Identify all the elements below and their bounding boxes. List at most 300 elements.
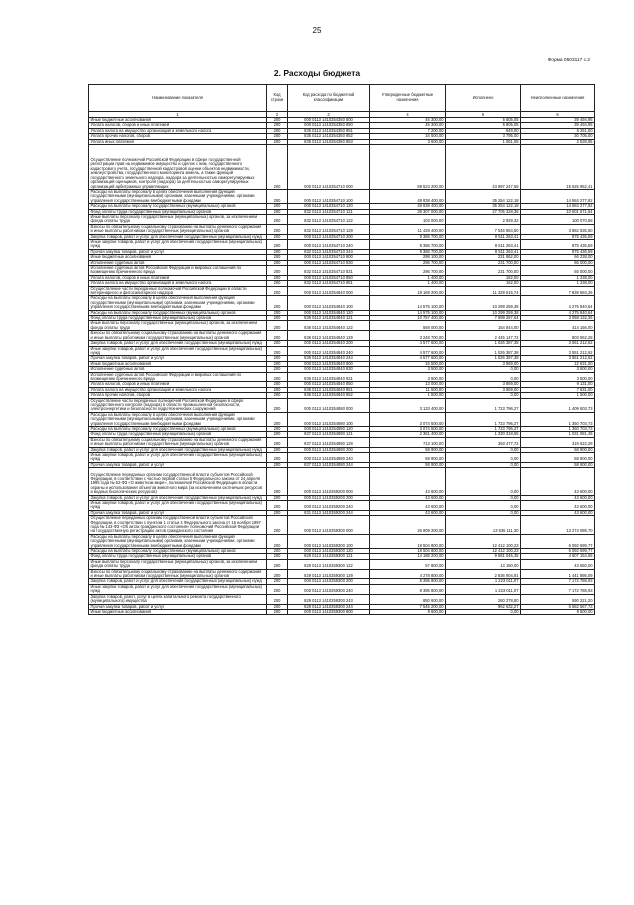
row-line-code: 200 — [267, 534, 288, 548]
row-executed: 2 929,32 — [446, 214, 521, 224]
row-unexecuted: 7 839 684,26 — [521, 286, 595, 296]
row-classification-code: 000 0113 1410354710 120 — [288, 204, 370, 209]
row-executed: 162,00 — [446, 281, 521, 286]
row-line-code: 200 — [267, 432, 288, 437]
row-name: Иные закупки товаров, работ и услуг для обеспечения государственных (муниципальных) нужд — [89, 346, 267, 356]
row-name: Уплата налогов, сборов и иных платежей — [89, 275, 267, 280]
row-line-code: 200 — [267, 453, 288, 463]
row-executed: 11 329 515,74 — [446, 286, 521, 296]
row-unexecuted: 3 882 535,50 — [521, 224, 595, 234]
row-executed: 14 150,00 — [446, 559, 521, 569]
table-row — [89, 437, 595, 447]
row-approved: 7 200,00 — [370, 128, 446, 133]
row-unexecuted: 4 275 840,64 — [521, 310, 595, 315]
row-approved: 58 900,00 — [370, 462, 446, 467]
row-classification-code: 000 0113 1410354710 800 — [288, 255, 370, 260]
row-classification-code: 836 0113 1410354840 121 — [288, 316, 370, 321]
row-executed: 43 997 247,59 — [446, 145, 521, 190]
row-executed: 0,00 — [446, 367, 521, 372]
row-unexecuted: 1 238,00 — [521, 275, 595, 280]
row-name: Осуществление части переданных полномочий Российской Федерации в сфере государственного контроля (надзора) в области промышленной безопасности, электроэнергетики и безопасности гидротехнических сооружений — [89, 398, 267, 412]
row-name: Иные закупки товаров, работ и услуг для обеспечения государственных (муниципальных) нужд — [89, 239, 267, 249]
row-line-code: 200 — [267, 437, 288, 447]
row-line-code: 200 — [267, 134, 288, 139]
row-unexecuted: 10 601 671,64 — [521, 209, 595, 214]
row-unexecuted: 3 551 212,62 — [521, 346, 595, 356]
row-unexecuted: 7 172 788,93 — [521, 579, 595, 584]
row-classification-code: 000 0113 1410354350 800 — [288, 118, 370, 123]
row-approved: 296 700,00 — [370, 266, 446, 276]
row-classification-code: 832 0113 1410354710 831 — [288, 266, 370, 276]
row-classification-code: 000 0113 1410354710 240 — [288, 239, 370, 249]
row-approved: 1 500,00 — [370, 393, 446, 398]
row-line-code: 200 — [267, 341, 288, 346]
row-executed: 3 869,00 — [446, 382, 521, 387]
row-name: Уплата налога на имущество организаций и земельного налога — [89, 128, 267, 133]
row-approved: 43 600,00 — [370, 500, 446, 510]
row-line-code: 200 — [267, 495, 288, 500]
row-executed: 3 869,00 — [446, 387, 521, 392]
row-executed: 35 254 122,18 — [446, 189, 521, 203]
row-classification-code: 832 0113 1410354710 851 — [288, 281, 370, 286]
table-row — [89, 468, 595, 495]
row-approved: 26 909 200,00 — [370, 516, 446, 535]
row-unexecuted: 1 500,00 — [521, 393, 595, 398]
row-classification-code: 000 0113 1410354840 830 — [288, 367, 370, 372]
row-unexecuted: 7 172 788,93 — [521, 584, 595, 594]
row-classification-code: 832 0113 1410354710 129 — [288, 224, 370, 234]
column-number: 4 — [370, 112, 446, 118]
row-name: Расходы на выплаты персоналу в целях обеспечения выполнения функций государственными (муниципальными) органами, казенными учреждениями, органами управления государственными внебюджетными фондами — [89, 412, 267, 426]
row-executed: 2 836 904,91 — [446, 569, 521, 579]
row-name: Иные бюджетные ассигнования — [89, 609, 267, 614]
row-approved: 298 100,00 — [370, 255, 446, 260]
row-approved: 850 600,00 — [370, 594, 446, 604]
table-row — [89, 372, 595, 382]
column-number: 3 — [288, 112, 370, 118]
column-number: 1 — [89, 112, 267, 118]
row-unexecuted: 14 584 277,82 — [521, 204, 595, 209]
section-title: 2. Расходы бюджета — [273, 68, 361, 78]
row-unexecuted: 3 551 212,62 — [521, 356, 595, 361]
row-line-code: 200 — [267, 516, 288, 535]
row-approved: 34 500,00 — [370, 134, 446, 139]
row-classification-code: 835 0113 1410354350 851 — [288, 128, 370, 133]
row-approved: 9 386 700,00 — [370, 239, 446, 249]
row-name: Иные закупки товаров, работ и услуг для обеспечения государственных (муниципальных) нужд — [89, 500, 267, 510]
row-approved: 4 577 600,00 — [370, 356, 446, 361]
row-unexecuted: 58 900,00 — [521, 462, 595, 467]
row-classification-code: 000 0113 1410359200 200 — [288, 495, 370, 500]
row-classification-code: 835 0113 1410354350 853 — [288, 139, 370, 144]
row-executed: 27 705 328,36 — [446, 209, 521, 214]
table-row — [89, 321, 595, 331]
row-executed: 3 869,00 — [446, 361, 521, 366]
row-name: Исполнение судебных актов Российской Федерации и мировых соглашений по возмещению причиненного вреда — [89, 266, 267, 276]
row-line-code: 200 — [267, 579, 288, 584]
row-unexecuted: 43 600,00 — [521, 468, 595, 495]
row-line-code: 200 — [267, 118, 288, 123]
row-classification-code: 836 0113 1410354840 831 — [288, 372, 370, 382]
row-classification-code: 000 0113 1410354890 120 — [288, 427, 370, 432]
table-row — [89, 214, 595, 224]
row-executed: 0,00 — [446, 510, 521, 515]
page-number: 25 — [312, 26, 322, 35]
row-approved: 1 400,00 — [370, 275, 446, 280]
row-name: Закупка товаров, работ и услуг для обеспечения государственных (муниципальных) нужд — [89, 447, 267, 452]
row-executed: 393 477,72 — [446, 437, 521, 447]
row-unexecuted: 65 000,00 — [521, 266, 595, 276]
row-executed: 12 412 100,23 — [446, 534, 521, 548]
row-line-code: 200 — [267, 214, 288, 224]
row-name: Иные бюджетные ассигнования — [89, 361, 267, 366]
row-classification-code: 000 0113 1410359300 240 — [288, 584, 370, 594]
row-executed: 1 026 387,38 — [446, 346, 521, 356]
row-unexecuted: 6 582 567,73 — [521, 604, 595, 609]
row-unexecuted: 66 238,00 — [521, 255, 595, 260]
row-classification-code: 832 0113 1410354710 122 — [288, 214, 370, 224]
header-approved: Утвержденные бюджетные назначения — [370, 85, 446, 112]
row-approved: 14 575 100,00 — [370, 296, 446, 310]
row-executed: 0,00 — [446, 393, 521, 398]
row-approved: 7 545 200,00 — [370, 604, 446, 609]
row-line-code: 200 — [267, 427, 288, 432]
row-unexecuted: 9 131,00 — [521, 382, 595, 387]
row-approved: 3 248 700,00 — [370, 331, 446, 341]
row-line-code: 200 — [267, 145, 288, 190]
row-executed: 8 511 263,41 — [446, 239, 521, 249]
row-unexecuted: 7 631,00 — [521, 387, 595, 392]
row-unexecuted: 6 092 699,77 — [521, 549, 595, 554]
row-executed: 162,00 — [446, 275, 521, 280]
row-approved: 49 838 400,00 — [370, 189, 446, 203]
row-unexecuted: 12 631,00 — [521, 361, 595, 366]
row-name: Иные выплаты персоналу государственных (муниципальных) органов, за исключением фонда оплаты труда — [89, 559, 267, 569]
row-classification-code: 000 0113 1410354840 000 — [288, 286, 370, 296]
row-approved: 8 395 800,00 — [370, 584, 446, 594]
table-row — [89, 275, 595, 280]
row-approved: 43 600,00 — [370, 468, 446, 495]
row-approved: 45 300,00 — [370, 118, 446, 123]
row-name: Взносы по обязательному социальному страхованию на выплаты денежного содержания и иные выплаты работникам государственных (муниципальных) органов — [89, 224, 267, 234]
row-name: Прочая закупка товаров, работ и услуг — [89, 249, 267, 254]
row-unexecuted: 3 500,00 — [521, 372, 595, 382]
row-classification-code: 000 0113 1410354710 850 — [288, 275, 370, 280]
row-approved: 3 600,00 — [370, 139, 446, 144]
row-executed: 231 700,00 — [446, 266, 521, 276]
row-line-code: 200 — [267, 321, 288, 331]
row-line-code: 200 — [267, 316, 288, 321]
header-line-code: Код строки — [267, 85, 288, 112]
row-approved: 9 386 700,00 — [370, 249, 446, 254]
row-classification-code: 836 0113 1410354840 244 — [288, 356, 370, 361]
row-unexecuted: 1 031 081,45 — [521, 432, 595, 437]
row-line-code: 200 — [267, 584, 288, 594]
row-classification-code: 000 0113 1410354890 100 — [288, 412, 370, 426]
row-approved: 4 577 600,00 — [370, 346, 446, 356]
row-classification-code: 837 0113 1410354890 121 — [288, 432, 370, 437]
row-line-code: 200 — [267, 209, 288, 214]
row-name: Уплата прочих налогов, сборов — [89, 393, 267, 398]
row-line-code: 200 — [267, 189, 288, 203]
form-label: Форма 0503117 с.2 — [547, 58, 590, 63]
row-executed: 962 632,27 — [446, 604, 521, 609]
table-row — [89, 412, 595, 426]
row-unexecuted: 2 538,95 — [521, 139, 595, 144]
table-row — [89, 296, 595, 310]
row-line-code: 200 — [267, 609, 288, 614]
row-classification-code: 000 0113 1410359300 800 — [288, 609, 370, 614]
table-row — [89, 447, 595, 452]
row-line-code: 200 — [267, 604, 288, 609]
column-number: 6 — [521, 112, 595, 118]
row-unexecuted: 1 409 603,73 — [521, 398, 595, 412]
row-line-code: 200 — [267, 372, 288, 382]
row-executed: 0,00 — [446, 609, 521, 614]
row-name: Иные выплаты персоналу государственных (муниципальных) органов, за исключением фонда оплаты труда — [89, 214, 267, 224]
row-unexecuted: 65 000,00 — [521, 260, 595, 265]
row-classification-code: 000 0113 1410354710 830 — [288, 260, 370, 265]
row-unexecuted: 1 350 703,73 — [521, 412, 595, 426]
row-name: Закупка товаров, работ и услуг для обеспечения государственных (муниципальных) нужд — [89, 579, 267, 584]
row-unexecuted: 6 251,00 — [521, 128, 595, 133]
row-approved: 45 300,00 — [370, 123, 446, 128]
row-name: Иные выплаты персоналу государственных (муниципальных) органов, за исключением фонда оплаты труда — [89, 321, 267, 331]
row-line-code: 200 — [267, 559, 288, 569]
row-line-code: 200 — [267, 286, 288, 296]
row-name: Осуществление переданных органам государственной власти субъектов Российской Федерации, в соответствии с частью первой статьи 6 Федерального закона от 24 апреля 1995 года № 52-ФЗ «О животном мире», полномочий Российской Федерации в области охраны и использования объектов животного мира (за исключением охотничьих ресурсов и водных биологических ресурсов) — [89, 468, 267, 495]
row-approved: 8 395 800,00 — [370, 579, 446, 584]
row-classification-code: 831 0113 1410359200 244 — [288, 510, 370, 515]
table-row — [89, 310, 595, 315]
table-row — [89, 500, 595, 510]
row-classification-code: 000 0113 1410354890 000 — [288, 398, 370, 412]
budget-expenses-table — [88, 84, 595, 615]
row-unexecuted: 8 600,00 — [521, 609, 595, 614]
row-name: Исполнение судебных актов Российской Федерации и мировых соглашений по возмещению причиненного вреда — [89, 372, 267, 382]
row-name: Расходы на выплаты персоналу государственных (муниципальных) органов — [89, 310, 267, 315]
table-row — [89, 239, 595, 249]
row-classification-code: 836 0113 1410354840 122 — [288, 321, 370, 331]
row-line-code: 200 — [267, 412, 288, 426]
row-executed: 231 700,00 — [446, 260, 521, 265]
header-executed: Исполнено — [446, 85, 521, 112]
row-approved: 3 500,00 — [370, 367, 446, 372]
row-classification-code: 836 0113 1410354840 129 — [288, 331, 370, 341]
row-approved: 9 386 700,00 — [370, 234, 446, 239]
row-classification-code: 000 0113 1410354710 200 — [288, 234, 370, 239]
row-unexecuted: 414 156,00 — [521, 321, 595, 331]
row-executed: 1 723 796,27 — [446, 398, 521, 412]
row-classification-code: 836 0113 1410354840 851 — [288, 387, 370, 392]
row-executed: 9 581 045,35 — [446, 554, 521, 559]
row-approved: 58 900,00 — [370, 447, 446, 452]
row-executed: 5 805,05 — [446, 123, 521, 128]
row-name: Закупка товаров, работ и услуг для обеспечения государственных (муниципальных) нужд — [89, 495, 267, 500]
row-unexecuted: 6 092 699,77 — [521, 534, 595, 548]
row-unexecuted: 39 494,95 — [521, 118, 595, 123]
row-name: Осуществление части переданных полномочий Российской Федерации в области ветеринарного и фитосанитарного надзора — [89, 286, 267, 296]
header-row — [89, 85, 595, 112]
table-row — [89, 209, 595, 214]
row-name: Прочая закупка товаров, работ и услуг — [89, 604, 267, 609]
row-line-code: 200 — [267, 139, 288, 144]
row-name: Уплата налога на имущество организаций и земельного налога — [89, 281, 267, 286]
row-approved: 59 523 200,00 — [370, 145, 446, 190]
header-unexecuted: Неисполненные назначения — [521, 85, 595, 112]
row-executed: 7 545 864,50 — [446, 224, 521, 234]
row-unexecuted: 43 600,00 — [521, 495, 595, 500]
table-row — [89, 569, 595, 579]
row-line-code: 200 — [267, 281, 288, 286]
row-classification-code: 000 0113 1410354840 120 — [288, 310, 370, 315]
row-classification-code: 000 0113 1410354710 000 — [288, 145, 370, 190]
table-row — [89, 224, 595, 234]
row-name: Фонд оплаты труда государственных (муниципальных) органов — [89, 554, 267, 559]
row-line-code: 200 — [267, 569, 288, 579]
row-name: Уплата налогов, сборов и иных платежей — [89, 123, 267, 128]
row-line-code: 200 — [267, 361, 288, 366]
row-unexecuted: 13 274 088,70 — [521, 516, 595, 535]
row-classification-code: 829 0113 1410359300 243 — [288, 594, 370, 604]
table-row — [89, 266, 595, 276]
row-unexecuted: 3 500,00 — [521, 367, 595, 372]
row-executed: 1 026 387,38 — [446, 356, 521, 361]
row-name: Фонд оплаты труда государственных (муниципальных) органов — [89, 209, 267, 214]
column-number: 2 — [267, 112, 288, 118]
row-unexecuted: 875 436,59 — [521, 249, 595, 254]
row-classification-code: 837 0113 1410354890 129 — [288, 437, 370, 447]
row-line-code: 200 — [267, 249, 288, 254]
row-classification-code: 829 0113 1410359300 122 — [288, 559, 370, 569]
row-name: Взносы по обязательному социальному страхованию на выплаты денежного содержания и иные выплаты работникам государственных (муниципальных) органов — [89, 569, 267, 579]
table-row — [89, 559, 595, 569]
row-unexecuted: 1 441 895,09 — [521, 569, 595, 579]
row-unexecuted: 100 070,68 — [521, 214, 595, 224]
row-line-code: 200 — [267, 239, 288, 249]
column-number: 5 — [446, 112, 521, 118]
row-name: Закупка товаров, работ и услуг для обеспечения государственных (муниципальных) нужд — [89, 341, 267, 346]
table-row — [89, 594, 595, 604]
row-approved: 43 600,00 — [370, 495, 446, 500]
row-classification-code: 000 0113 1410359300 120 — [288, 549, 370, 554]
row-approved: 43 600,00 — [370, 510, 446, 515]
row-executed: 3 795,00 — [446, 134, 521, 139]
row-line-code: 200 — [267, 310, 288, 315]
row-approved: 296 700,00 — [370, 260, 446, 265]
row-classification-code: 829 0113 1410359300 244 — [288, 604, 370, 609]
row-line-code: 200 — [267, 387, 288, 392]
row-classification-code: 832 0113 1410354710 244 — [288, 249, 370, 254]
table-row — [89, 189, 595, 203]
row-line-code: 200 — [267, 594, 288, 604]
table-row — [89, 453, 595, 463]
row-name: Уплата налога на имущество организаций и земельного налога — [89, 387, 267, 392]
row-classification-code: 000 0113 1410359200 240 — [288, 500, 370, 510]
row-classification-code: 000 0113 1410359300 000 — [288, 516, 370, 535]
row-approved: 14 188 200,00 — [370, 554, 446, 559]
row-classification-code: 000 0113 1410359300 200 — [288, 579, 370, 584]
row-executed: 8 511 263,41 — [446, 249, 521, 254]
row-name: Фонд оплаты труда государственных (муниципальных) органов — [89, 432, 267, 437]
row-unexecuted: 39 494,95 — [521, 123, 595, 128]
row-line-code: 200 — [267, 234, 288, 239]
row-line-code: 200 — [267, 275, 288, 280]
row-line-code: 200 — [267, 468, 288, 495]
row-classification-code: 000 0113 1410359300 100 — [288, 534, 370, 548]
row-name: Осуществление полномочий Российской Федерации в сфере государственной регистрации прав на недвижимое имущество и сделок с ним, государственного кадастрового учета, государственной кадастровой оценки объектов недвижимости, землеустройства, государственного мониторинга земель, а также функций государственного земельного надзора, надзора за деятельностью саморегулируемых организаций оценщиков, контроля (надзора) за деятельностью саморегулируемых организаций арбитражных управляющих — [89, 145, 267, 190]
row-unexecuted: 875 436,59 — [521, 239, 595, 249]
row-unexecuted: 43 650,00 — [521, 559, 595, 569]
row-classification-code: 000 0113 1410359200 000 — [288, 468, 370, 495]
row-line-code: 200 — [267, 549, 288, 554]
row-unexecuted: 875 436,59 — [521, 234, 595, 239]
row-executed: 35 254 122,18 — [446, 204, 521, 209]
row-unexecuted: 15 525 952,41 — [521, 145, 595, 190]
row-name: Уплата прочих налогов, сборов — [89, 134, 267, 139]
row-name: Иные бюджетные ассигнования — [89, 118, 267, 123]
row-classification-code: 000 0113 1410354890 200 — [288, 447, 370, 452]
row-name: Расходы на выплаты персоналу в целях обеспечения выполнения функций государственными (муниципальными) органами, казенными учреждениями, органами управления государственными внебюджетными фондами — [89, 296, 267, 310]
row-unexecuted: 319 622,28 — [521, 437, 595, 447]
row-executed: 2 445 147,72 — [446, 331, 521, 341]
row-executed: 10 299 259,38 — [446, 310, 521, 315]
row-name: Иные закупки товаров, работ и услуг для обеспечения государственных (муниципальных) нужд — [89, 584, 267, 594]
row-classification-code: 000 0113 1410354840 200 — [288, 341, 370, 346]
row-name: Уплата налогов, сборов и иных платежей — [89, 382, 267, 387]
row-line-code: 200 — [267, 204, 288, 209]
row-approved: 57 800,00 — [370, 559, 446, 569]
header-classification-code: Код расхода по бюджетной классификации — [288, 85, 370, 112]
row-approved: 19 169 200,00 — [370, 286, 446, 296]
row-line-code: 200 — [267, 382, 288, 387]
row-classification-code: 000 0113 1410354710 100 — [288, 189, 370, 203]
row-name: Расходы на выплаты персоналу государственных (муниципальных) органов — [89, 204, 267, 209]
row-line-code: 200 — [267, 331, 288, 341]
table-row — [89, 609, 595, 614]
row-approved: 8 600,00 — [370, 609, 446, 614]
row-line-code: 200 — [267, 260, 288, 265]
table-row — [89, 346, 595, 356]
row-approved: 38 307 000,00 — [370, 209, 446, 214]
row-approved: 713 100,00 — [370, 437, 446, 447]
row-executed: 154 844,00 — [446, 321, 521, 331]
table-row — [89, 516, 595, 535]
row-name: Исполнение судебных актов — [89, 260, 267, 265]
row-unexecuted: 1 350 703,73 — [521, 427, 595, 432]
table-row — [89, 128, 595, 133]
row-approved: 4 577 600,00 — [370, 341, 446, 346]
row-executed: 1 061,05 — [446, 139, 521, 144]
row-executed: 1 223 011,07 — [446, 579, 521, 584]
row-line-code: 200 — [267, 367, 288, 372]
row-name: Расходы на выплаты персоналу в целях обеспечения выполнения функций государственными (муниципальными) органами, казенными учреждениями, органами управления государственными внебюджетными фондами — [89, 189, 267, 203]
row-line-code: 200 — [267, 296, 288, 310]
row-executed: 1 223 011,07 — [446, 584, 521, 594]
row-classification-code: 835 0113 1410354350 852 — [288, 134, 370, 139]
row-unexecuted: 3 058 132,36 — [521, 316, 595, 321]
row-line-code: 200 — [267, 356, 288, 361]
row-executed: 5 805,05 — [446, 118, 521, 123]
row-name: Прочая закупка товаров, работ и услуг — [89, 462, 267, 467]
header-name: Наименование показателя — [89, 85, 267, 112]
row-executed: 13 635 111,30 — [446, 516, 521, 535]
row-executed: 1 330 318,55 — [446, 432, 521, 437]
table-row — [89, 387, 595, 392]
row-line-code: 200 — [267, 510, 288, 515]
row-classification-code: 000 0113 1410354350 850 — [288, 123, 370, 128]
row-classification-code: 000 0113 1410354840 240 — [288, 346, 370, 356]
